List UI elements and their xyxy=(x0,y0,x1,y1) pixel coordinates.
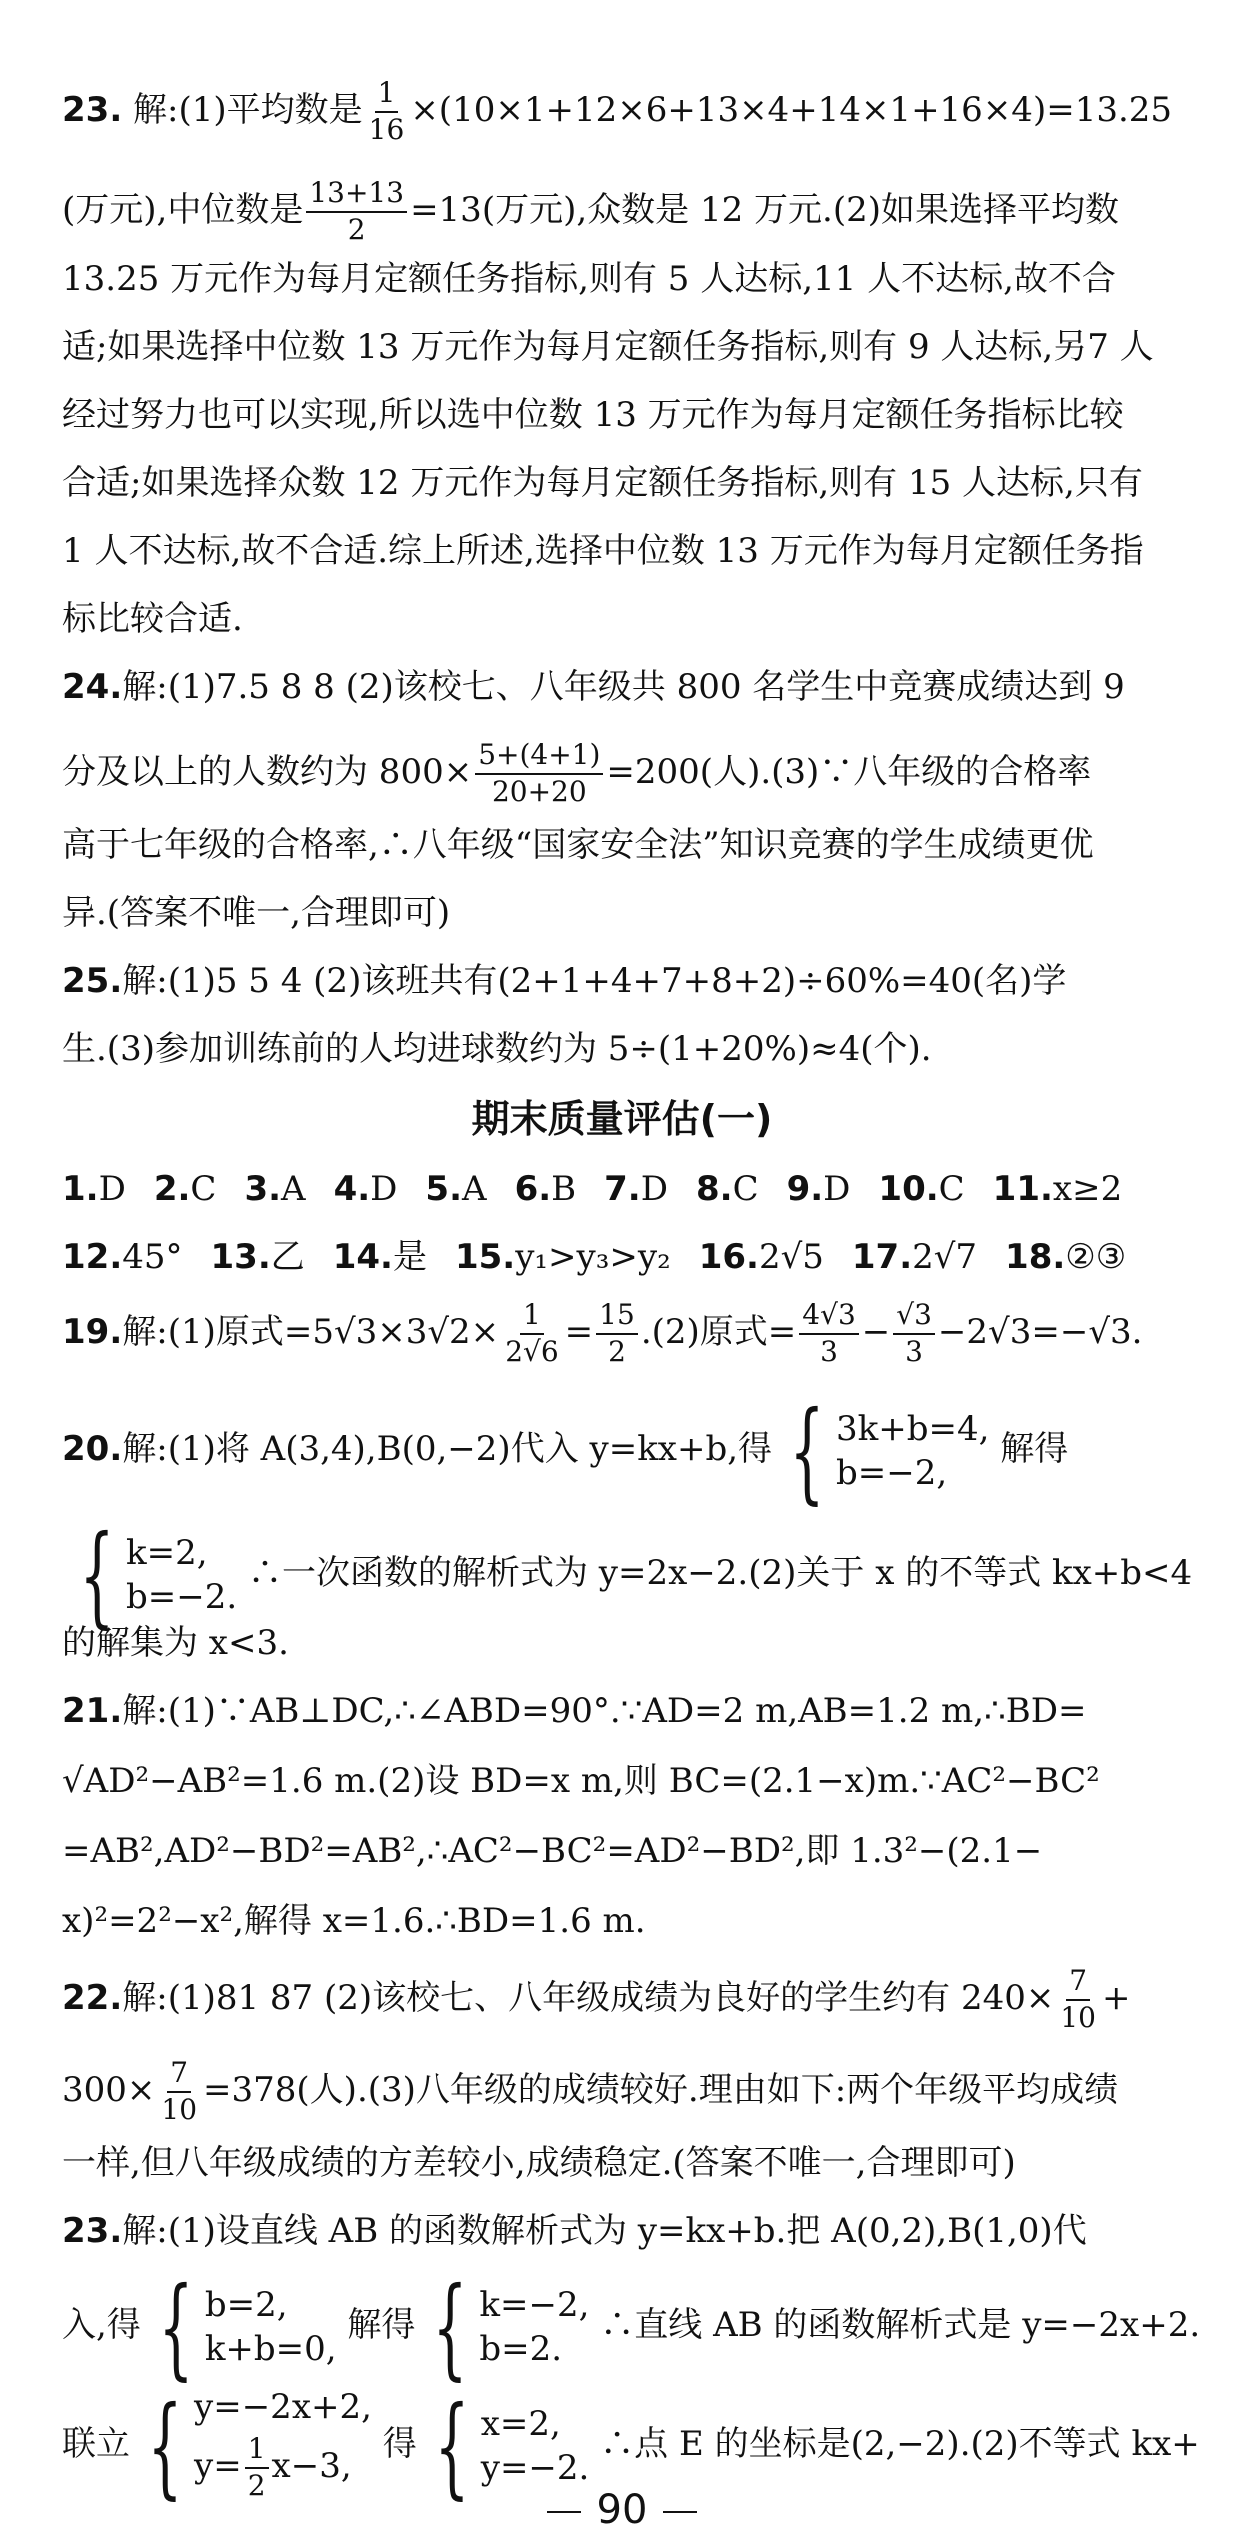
q19-line: 19.解:(1)原式=5√3×3√2× $\frac{1}{2√6}$ = $\frac{15}{2}$ .(2)原式= $\frac{4√3}{3}$ − $\frac{√3}{3}$ −2√3=−√3. xyxy=(62,1298,1143,1368)
answer-item: 13.乙 xyxy=(210,1237,305,1277)
answer-item: 8.C xyxy=(695,1169,759,1209)
q23-line7: 1 人不达标,故不合适.综上所述,选择中位数 13 万元作为每月定额任务指 xyxy=(62,531,1144,571)
answer-item: 6.B xyxy=(514,1169,577,1209)
equation-system: { x=2, y=−2. xyxy=(434,2381,590,2510)
fraction: $\frac{15}{2}$ xyxy=(596,1300,638,1368)
q22-line1: 22.解:(1)81 87 (2)该校七、八年级成绩为良好的学生约有 240× $\frac{7}{10}$ + xyxy=(62,1964,1131,2034)
q23-line8: 标比较合适. xyxy=(62,599,243,639)
answer-item: 16.2√5 xyxy=(698,1237,824,1277)
q23-number: 23. xyxy=(62,89,123,130)
fraction: $\frac{1}{2√6}$ xyxy=(505,1298,559,1368)
fraction: $\frac{5+(4+1)}{20+20}$ xyxy=(475,740,603,808)
q23b-line2: 入,得 { b=2, k+b=0, 解得 { k=−2, b=2. ∴直线 AB 的函数解析式是 y=−2x+2. xyxy=(62,2263,1201,2391)
answer-item: 12.45° xyxy=(62,1237,183,1277)
q20-line2: { k=2, b=−2. ∴一次函数的解析式为 y=2x−2.(2)关于 x 的不等式 kx+b<4 xyxy=(62,1520,1192,1630)
answer-item: 3.A xyxy=(244,1169,306,1209)
answer-item: 4.D xyxy=(333,1169,398,1209)
q24-line3: 高于七年级的合格率,∴八年级“国家安全法”知识竞赛的学生成绩更优 xyxy=(62,825,1094,865)
equation-system: { k=−2, b=2. xyxy=(432,2263,590,2391)
q21-line1: 21.解:(1)∵AB⊥DC,∴∠ABD=90°.∵AD=2 m,AB=1.2 m,∴BD= xyxy=(62,1691,1087,1731)
answer-item: 9.D xyxy=(786,1169,851,1209)
q23-line3: 13.25 万元作为每月定额任务指标,则有 5 人达标,11 人不达标,故不合 xyxy=(62,259,1116,299)
answer-page xyxy=(62,0,1201,2546)
fraction: $\frac{7}{10}$ xyxy=(1060,1964,1096,2034)
q23-line4: 适;如果选择中位数 13 万元作为每月定额任务指标,则有 9 人达标,另7 人 xyxy=(62,327,1154,367)
q23-line5: 经过努力也可以实现,所以选中位数 13 万元作为每月定额任务指标比较 xyxy=(62,395,1124,435)
q23-line2: (万元),中位数是 $\frac{13+13}{2}$ =13(万元),众数是 12 万元.(2)如果选择平均数 xyxy=(62,176,1119,246)
answer-item: 10.C xyxy=(878,1169,965,1209)
answer-item: 17.2√7 xyxy=(851,1237,978,1277)
q22-line2: 300× $\frac{7}{10}$ =378(人).(3)八年级的成绩较好.理由如下:两个年级平均成绩 xyxy=(62,2056,1119,2126)
q25-line2: 生.(3)参加训练前的人均进球数约为 5÷(1+20%)≈4(个). xyxy=(62,1029,932,1069)
answer-item: 18.②③ xyxy=(1005,1237,1127,1277)
answer-item: 14.是 xyxy=(332,1237,427,1277)
section-title: 期末质量评估(一) xyxy=(471,1097,773,1141)
q21-line3: =AB²,AD²−BD²=AB²,∴AC²−BC²=AD²−BD²,即 1.3²−(2.1− xyxy=(62,1831,1043,1871)
answer-item: 1.D xyxy=(62,1169,126,1209)
q20-line1: 20.解:(1)将 A(3,4),B(0,−2)代入 y=kx+b,得 { 3k+b=4, b=−2, 解得 xyxy=(62,1387,1069,1515)
q24-line4: 异.(答案不唯一,合理即可) xyxy=(62,893,451,933)
equation-system: { k=2, b=−2. xyxy=(79,1511,238,1639)
fraction: $\frac{1}{16}$ xyxy=(368,76,405,146)
answer-item: 11.x≥2 xyxy=(992,1169,1123,1209)
q21-line4: x)²=2²−x²,解得 x=1.6.∴BD=1.6 m. xyxy=(62,1901,646,1941)
q23b-line1: 23.解:(1)设直线 AB 的函数解析式为 y=kx+b.把 A(0,2),B(1,0)代 xyxy=(62,2211,1087,2251)
fraction: $\frac{4√3}{3}$ xyxy=(799,1300,858,1368)
equation-system: { 3k+b=4, b=−2, xyxy=(789,1387,990,1515)
answers-row-1 xyxy=(62,1169,1150,1209)
page-number: 90 xyxy=(62,2490,1182,2530)
equation-system: { y=−2x+2, y= $\frac{1}{2}$ x−3, xyxy=(147,2381,372,2510)
answer-item: 5.A xyxy=(425,1169,487,1209)
fraction: $\frac{√3}{3}$ xyxy=(893,1300,935,1368)
q24-line1: 24.解:(1)7.5 8 8 (2)该校七、八年级共 800 名学生中竞赛成绩达到 9 xyxy=(62,667,1125,707)
q24-line2: 分及以上的人数约为 800× $\frac{5+(4+1)}{20+20}$ =200(人).(3)∵八年级的合格率 xyxy=(62,738,1092,808)
q23-line6: 合适;如果选择众数 12 万元作为每月定额任务指标,则有 15 人达标,只有 xyxy=(62,463,1143,503)
answer-item: 2.C xyxy=(153,1169,217,1209)
fraction: $\frac{13+13}{2}$ xyxy=(306,178,407,246)
fraction: $\frac{7}{10}$ xyxy=(161,2056,198,2126)
equation-system: { b=2, k+b=0, xyxy=(158,2263,337,2391)
q20-line3: 的解集为 x<3. xyxy=(62,1623,289,1663)
answers-row-2 xyxy=(62,1237,1154,1277)
q23-line1: 23. 解:(1)平均数是 $\frac{1}{16}$ ×(10×1+12×6+13×4+14×1+16×4)=13.25 xyxy=(62,76,1173,146)
q21-line2: √AD²−AB²=1.6 m.(2)设 BD=x m,则 BC=(2.1−x)m.∵AC²−BC² xyxy=(62,1761,1100,1801)
q22-line3: 一样,但八年级成绩的方差较小,成绩稳定.(答案不唯一,合理即可) xyxy=(62,2143,1016,2183)
answer-item: 7.D xyxy=(604,1169,668,1209)
q23b-line3: 联立 { y=−2x+2, y= $\frac{1}{2}$ x−3, 得 { x=2, y=−2. ∴点 E 的坐标是(2,−2).(2)不等式 kx+ xyxy=(62,2381,1200,2510)
q25-line1: 25.解:(1)5 5 4 (2)该班共有(2+1+4+7+8+2)÷60%=40(名)学 xyxy=(62,961,1067,1001)
answer-item: 15.y₁>y₃>y₂ xyxy=(454,1237,671,1277)
